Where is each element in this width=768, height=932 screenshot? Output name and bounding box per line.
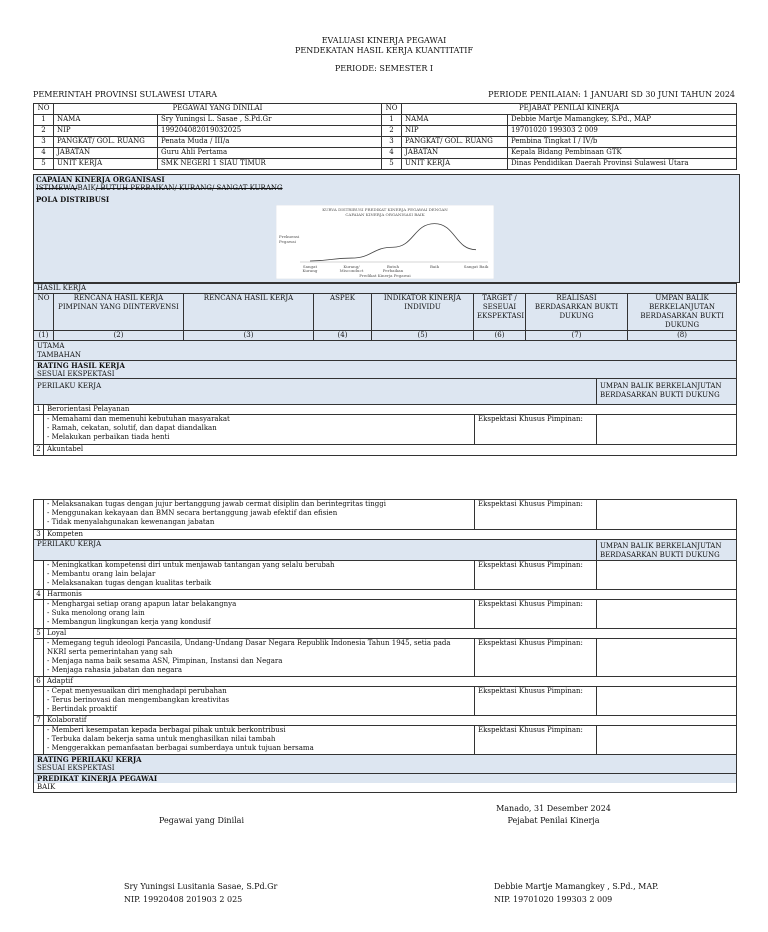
- perilaku-kerja-header: PERILAKU KERJA: [34, 379, 597, 405]
- perilaku-number: 4: [34, 590, 44, 600]
- perilaku-title: Harmonis: [44, 590, 737, 600]
- hasil-kerja-table: [33, 283, 737, 380]
- identity-table: [33, 103, 737, 170]
- perilaku-points: [44, 561, 475, 590]
- rating-hasil-kerja: [34, 361, 737, 380]
- pejabat-header: PEJABAT PENILAI KINERJA: [402, 104, 737, 115]
- perilaku-item-body-row: [34, 726, 737, 755]
- perilaku-item-body-row: [34, 415, 737, 445]
- perilaku-point: - Memahami dan memenuhi kebutuhan masyarakat: [47, 415, 230, 423]
- perilaku-point: - Menggerakkan pemanfaatan berbagai sumberdaya untuk tujuan bersama: [47, 744, 314, 752]
- identity-row: [34, 159, 737, 170]
- pola-title: POLA DISTRIBUSI: [36, 195, 110, 204]
- perilaku-point: - Terbuka dalam bekerja sama untuk menghasilkan nilai tambah: [47, 735, 276, 743]
- perilaku-kerja-header: PERILAKU KERJA: [34, 540, 597, 561]
- perilaku-points: [44, 500, 475, 530]
- predikat-value: BAIK: [37, 783, 56, 791]
- perilaku-point: - Suka menolong orang lain: [47, 609, 145, 617]
- perilaku-title: Berorientasi Pelayanan: [44, 405, 737, 415]
- perilaku-item-body-row: [34, 687, 737, 716]
- capaian-title: CAPAIAN KINERJA ORGANISASI: [36, 175, 165, 184]
- chart-category-label: Misconduct: [339, 268, 364, 273]
- perilaku-title: Adaptif: [44, 677, 737, 687]
- row-number: 3: [34, 137, 54, 148]
- perilaku-kerja-table-2: [33, 499, 737, 793]
- perilaku-point: - Meningkatkan kompetensi diri untuk menjawab tantangan yang selalu berubah: [47, 561, 335, 569]
- document-header: [0, 36, 768, 74]
- perilaku-number: 1: [34, 405, 44, 415]
- column-header: TARGET / SESEUAI EKSPEKTASI: [474, 294, 526, 331]
- umpan-balik-line: BERDASARKAN BUKTI DUKUNG: [600, 391, 720, 399]
- row-number: 1: [34, 115, 54, 126]
- perilaku-item-title-row: [34, 590, 737, 600]
- row-number: 2: [382, 126, 402, 137]
- perilaku-point: - Melaksanakan tugas dengan kualitas terbaik: [47, 579, 212, 587]
- perilaku-item-body-row: [34, 639, 737, 677]
- chart-title-1: KURVA DISTRIBUSI PREDIKAT KINERJA PEGAWAI DENGAN: [322, 207, 448, 212]
- ekspektasi-khusus: Ekspektasi Khusus Pimpinan:: [475, 500, 597, 530]
- rating-hasil-label: RATING HASIL KERJA: [37, 361, 125, 370]
- ekspektasi-khusus: Ekspektasi Khusus Pimpinan:: [475, 639, 597, 677]
- predikat-kinerja: [34, 774, 737, 793]
- perilaku-title: Kompeten: [44, 530, 737, 540]
- perilaku-item-body-row: [34, 561, 737, 590]
- field-label: JABATAN: [54, 148, 158, 159]
- umpan-balik-cell[interactable]: [597, 415, 737, 445]
- periode-penilaian-label: PERIODE PENILAIAN: 1 JANUARI SD 30 JUNI TAHUN 2024: [488, 90, 735, 99]
- perilaku-point: - Tidak menyalahgunakan kewenangan jabatan: [47, 518, 215, 526]
- perilaku-item-title-row: [34, 530, 737, 540]
- ekspektasi-khusus: Ekspektasi Khusus Pimpinan:: [475, 600, 597, 629]
- perilaku-point: - Memberi kesempatan kepada berbagai pihak untuk berkontribusi: [47, 726, 286, 734]
- perilaku-point: - Melaksanakan tugas dengan jujur bertanggung jawab cermat disiplin dan berintegritas tinggi: [47, 500, 386, 508]
- perilaku-point: - Cepat menyesuaikan diri menghadapi perubahan: [47, 687, 227, 695]
- column-number: (7): [526, 331, 628, 341]
- identity-row: [34, 137, 737, 148]
- perilaku-title: Akuntabel: [44, 445, 737, 456]
- perilaku-number: 7: [34, 716, 44, 726]
- rating-perilaku-value: SESUAI EKSPEKTASI: [37, 764, 115, 772]
- pegawai-header: PEGAWAI YANG DINILAI: [54, 104, 382, 115]
- column-number: (4): [314, 331, 372, 341]
- umpan-balik-line: UMPAN BALIK BERKELANJUTAN: [600, 382, 722, 390]
- utama-label: UTAMA: [37, 342, 65, 350]
- field-label: NIP: [54, 126, 158, 137]
- field-label: UNIT KERJA: [402, 159, 508, 170]
- field-label: JABATAN: [402, 148, 508, 159]
- umpan-balik-header: [597, 379, 737, 405]
- perilaku-item-body-row: [34, 500, 737, 530]
- rating-perilaku-label: RATING PERILAKU KERJA: [37, 755, 142, 764]
- perilaku-point: - Ramah, cekatan, solutif, dan dapat diandalkan: [47, 424, 217, 432]
- column-header: RENCANA HASIL KERJA PIMPINAN YANG DIINTERVENSI: [54, 294, 184, 331]
- perilaku-point: - Memegang teguh ideologi Pancasila, Undang-Undang Dasar Negara Republik Indonesia Tahun 1945, setia pada: [47, 639, 451, 647]
- column-number: (8): [628, 331, 737, 341]
- perilaku-points: [44, 415, 475, 445]
- row-number: 4: [382, 148, 402, 159]
- column-header: NO: [34, 294, 54, 331]
- column-header: ASPEK: [314, 294, 372, 331]
- perilaku-point: - Menjaga rahasia jabatan dan negara: [47, 666, 182, 674]
- perilaku-points: [44, 687, 475, 716]
- row-number: 3: [382, 137, 402, 148]
- document-subtitle: PENDEKATAN HASIL KERJA KUANTITATIF: [294, 46, 474, 55]
- pejabat-jabatan: Kepala Bidang Pembinaan GTK: [508, 148, 737, 159]
- umpan-balik-cell[interactable]: [597, 500, 737, 530]
- option-baik: BAIK: [77, 184, 96, 192]
- ekspektasi-khusus: Ekspektasi Khusus Pimpinan:: [475, 561, 597, 590]
- umpan-balik-cell[interactable]: [597, 687, 737, 716]
- umpan-balik-cell[interactable]: [597, 561, 737, 590]
- capaian-section: [33, 174, 740, 196]
- pegawai-nama: Sry Yuningsi L. Sasae , S.Pd.Gr: [158, 115, 382, 126]
- chart-title-2: CAPAIAN KINERJA ORGANISASI BAIK: [345, 212, 425, 217]
- row-number: 4: [34, 148, 54, 159]
- distribution-chart: [276, 205, 494, 279]
- hasil-kerja-categories: [34, 341, 737, 361]
- hasil-kerja-title: HASIL KERJA: [34, 284, 737, 294]
- perilaku-item-title-row: [34, 629, 737, 639]
- perilaku-number: 2: [34, 445, 44, 456]
- chart-category-label: Kurang: [302, 268, 318, 273]
- option-istimewa: ISTIMEWA/: [36, 184, 78, 192]
- field-label: NIP: [402, 126, 508, 137]
- row-number: 5: [34, 159, 54, 170]
- signature-left-name: Sry Yuningsi Lusitania Sasae, S.Pd.Gr: [124, 882, 278, 891]
- pegawai-jabatan: Guru Ahli Pertama: [158, 148, 382, 159]
- pegawai-nip: 199204082019032025: [158, 126, 382, 137]
- perilaku-point: - Melakukan perbaikan tiada henti: [47, 433, 170, 441]
- perilaku-title: Kolaboratif: [44, 716, 737, 726]
- perilaku-point: NKRI serta pemerintahan yang sah: [47, 648, 173, 656]
- perilaku-item-title-row: [34, 677, 737, 687]
- perilaku-number: 6: [34, 677, 44, 687]
- umpan-balik-cell[interactable]: [597, 726, 737, 755]
- umpan-balik-line: UMPAN BALIK BERKELANJUTAN: [600, 542, 722, 550]
- perilaku-point: - Terus berinovasi dan mengembangkan kreativitas: [47, 696, 230, 704]
- pejabat-nama: Debbie Martje Mamangkey, S.Pd., MAP: [508, 115, 737, 126]
- perilaku-number: 5: [34, 629, 44, 639]
- umpan-balik-cell[interactable]: [597, 600, 737, 629]
- chart-ylabel-2: Pegawai: [279, 239, 296, 244]
- identity-row: [34, 148, 737, 159]
- field-label: NAMA: [402, 115, 508, 126]
- umpan-balik-cell[interactable]: [597, 639, 737, 677]
- perilaku-points: [44, 726, 475, 755]
- chart-category-label: Sangat: [302, 264, 318, 269]
- ekspektasi-khusus: Ekspektasi Khusus Pimpinan:: [475, 687, 597, 716]
- chart-category-label: Baik: [429, 264, 440, 269]
- chart-category-label: Sangat Baik: [463, 264, 489, 269]
- tambahan-label: TAMBAHAN: [37, 351, 81, 359]
- column-header: REALISASI BERDASARKAN BUKTI DUKUNG: [526, 294, 628, 331]
- signature-right-role: Pejabat Penilai Kinerja: [507, 816, 600, 825]
- field-label: UNIT KERJA: [54, 159, 158, 170]
- column-number-row: [34, 331, 737, 341]
- rating-perilaku-kerja: [34, 755, 737, 774]
- ekspektasi-khusus: Ekspektasi Khusus Pimpinan:: [475, 726, 597, 755]
- perilaku-point: - Menjaga nama baik sesama ASN, Pimpinan, Instansi dan Negara: [47, 657, 283, 665]
- pejabat-pangkat: Pembina Tingkat I / IV/b: [508, 137, 737, 148]
- pejabat-nip: 19701020 199303 2 009: [508, 126, 737, 137]
- pegawai-pangkat: Penata Muda / III/a: [158, 137, 382, 148]
- chart-xlabel: Predikat Kinerja Pegawai: [359, 273, 411, 278]
- perilaku-title: Loyal: [44, 629, 737, 639]
- period-label: PERIODE: SEMESTER I: [334, 64, 434, 73]
- pegawai-unit: SMK NEGERI 1 SIAU TIMUR: [158, 159, 382, 170]
- column-number: (3): [184, 331, 314, 341]
- perilaku-point: - Menggunakan kekayaan dan BMN secara bertanggung jawab efektif dan efisien: [47, 509, 338, 517]
- document-title: EVALUASI KINERJA PEGAWAI: [321, 36, 447, 45]
- predikat-label: PREDIKAT KINERJA PEGAWAI: [34, 774, 736, 783]
- perilaku-point: - Bertindak proaktif: [47, 705, 118, 713]
- row-number: 1: [382, 115, 402, 126]
- signature-left-nip: NIP. 19920408 201903 2 025: [124, 895, 243, 904]
- signature-right-name: Debbie Martje Mamangkey , S.Pd., MAP.: [494, 882, 659, 891]
- perilaku-point: - Membantu orang lain belajar: [47, 570, 156, 578]
- column-number: (5): [372, 331, 474, 341]
- identity-row: [34, 126, 737, 137]
- column-number: (2): [54, 331, 184, 341]
- field-label: PANGKAT/ GOL. RUANG: [402, 137, 508, 148]
- chart-category-label: Butuh: [386, 264, 400, 269]
- chart-category-label: Kurang/: [343, 264, 360, 269]
- rating-hasil-value: SESUAI EKSPEKTASI: [37, 370, 115, 378]
- signature-right-block: [494, 880, 658, 906]
- hasil-kerja-header-row: [34, 294, 737, 331]
- column-number: (6): [474, 331, 526, 341]
- umpan-balik-line: BERDASARKAN BUKTI DUKUNG: [600, 551, 720, 559]
- column-header: INDIKATOR KINERJA INDIVIDU: [372, 294, 474, 331]
- pejabat-unit: Dinas Pendidikan Daerah Provinsi Sulawesi Utara: [508, 159, 737, 170]
- perilaku-point: - Menghargai setiap orang apapun latar belakangnya: [47, 600, 237, 608]
- signature-left-block: [124, 880, 277, 906]
- chart-category-label: Perbaikan: [382, 268, 404, 273]
- signature-right-nip: NIP. 19701020 199303 2 009: [494, 895, 613, 904]
- perilaku-points: [44, 639, 475, 677]
- perilaku-item-title-row: [34, 445, 737, 456]
- field-label: NAMA: [54, 115, 158, 126]
- umpan-balik-header: [597, 540, 737, 561]
- chart-ylabel-1: Prekuensi: [279, 234, 300, 239]
- perilaku-item-title-row: [34, 716, 737, 726]
- row-number: 2: [34, 126, 54, 137]
- perilaku-item-title-row: [34, 405, 737, 415]
- perilaku-points: [44, 600, 475, 629]
- perilaku-item-body-row: [34, 600, 737, 629]
- instansi-label: PEMERINTAH PROVINSI SULAWESI UTARA: [33, 90, 218, 99]
- no-header-right: NO: [382, 104, 402, 115]
- signature-left-role: Pegawai yang Dinilai: [158, 816, 245, 825]
- perilaku-number: 3: [34, 530, 44, 540]
- ekspektasi-khusus: Ekspektasi Khusus Pimpinan:: [475, 415, 597, 445]
- option-rest: / BUTUH PERBAIKAN/ KURANG/ SANGAT KURANG: [95, 184, 283, 192]
- row-number: 5: [382, 159, 402, 170]
- perilaku-point: - Membangun lingkungan kerja yang kondusif: [47, 618, 211, 626]
- no-header-left: NO: [34, 104, 54, 115]
- field-label: PANGKAT/ GOL. RUANG: [54, 137, 158, 148]
- column-header: RENCANA HASIL KERJA: [184, 294, 314, 331]
- identity-row: [34, 115, 737, 126]
- perilaku-kerja-table-1: [33, 378, 737, 456]
- column-header: UMPAN BALIK BERKELANJUTAN BERDASARKAN BUKTI DUKUNG: [628, 294, 737, 331]
- column-number: (1): [34, 331, 54, 341]
- signature-date: Manado, 31 Desember 2024: [496, 804, 611, 813]
